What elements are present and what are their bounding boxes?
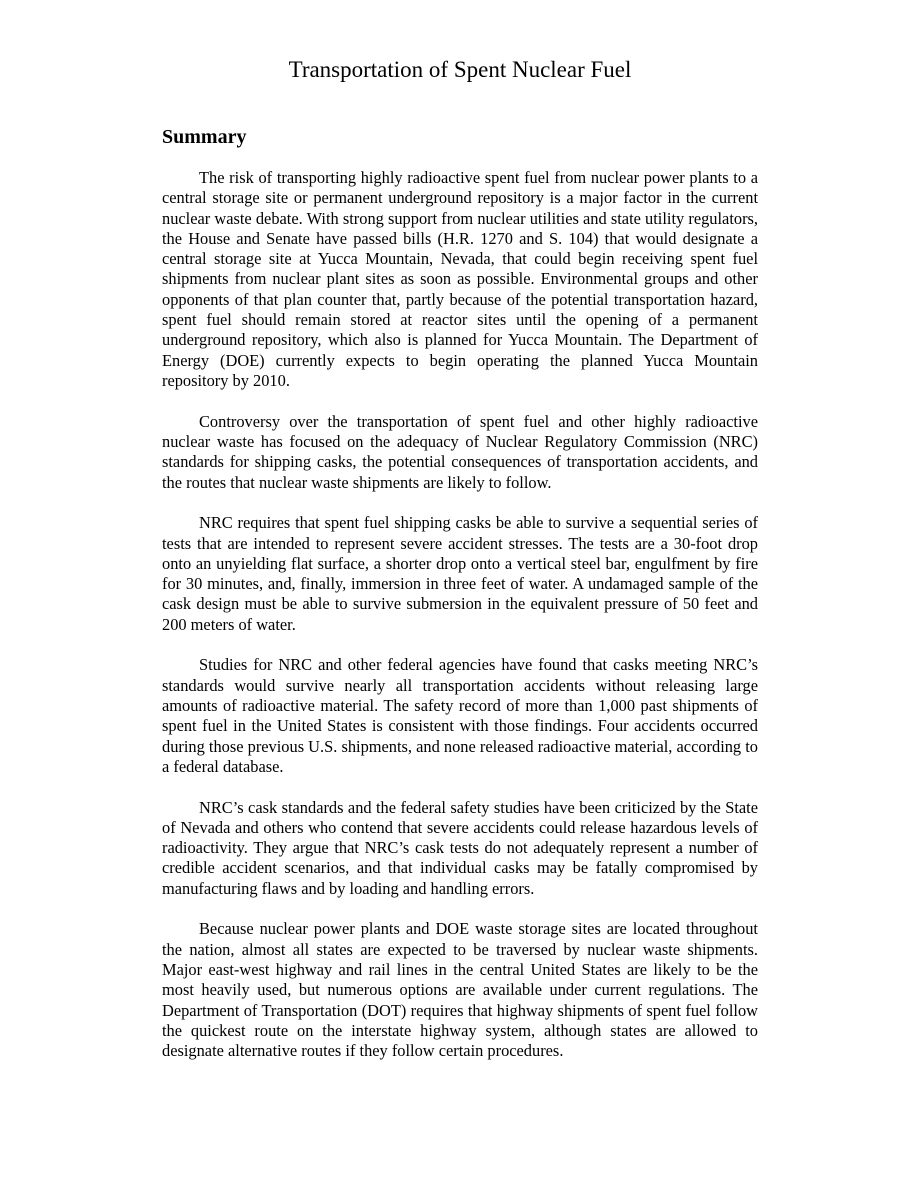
paragraph-risk: The risk of transporting highly radioactive spent fuel from nuclear power plants to a central storage site or permanent underground repository is a major factor in the current nuclear waste debate. With strong support from nuclear utilities and state utility regulators, the House and Senate have passed bills (H.R. 1270 and S. 104) that would designate a central storage site at Yucca Mountain, Nevada, that could begin receiving spent fuel shipments from nuclear plant sites as soon as possible. Environmental groups and other opponents of that plan counter that, partly because of the potential transportation hazard, spent fuel should remain stored at reactor sites until the opening of a permanent underground repository, which also is planned for Yucca Mountain. The Department of Energy (DOE) currently expects to begin operating the planned Yucca Mountain repository by 2010. (162, 168, 758, 390)
summary-body (162, 168, 758, 1082)
paragraph-routes: Because nuclear power plants and DOE waste storage sites are located throughout the nation, almost all states are expected to be traversed by nuclear waste shipments. Major east-west highway and rail lines in the central United States are likely to be the most heavily used, but numerous options are available under current regulations. The Department of Transportation (DOT) requires that highway shipments of spent fuel follow the quickest route on the interstate highway system, although states are allowed to designate alternative routes if they follow certain procedures. (162, 919, 758, 1061)
section-heading-summary: Summary (162, 126, 247, 148)
paragraph-studies: Studies for NRC and other federal agencies have found that casks meeting NRC’s standards would survive nearly all transportation accidents without releasing large amounts of radioactive material. The safety record of more than 1,000 past shipments of spent fuel in the United States is consistent with those findings. Four accidents occurred during those previous U.S. shipments, and none released radioactive material, according to a federal database. (162, 655, 758, 776)
document-title: Transportation of Spent Nuclear Fuel (288, 57, 632, 82)
paragraph-criticism: NRC’s cask standards and the federal safety studies have been criticized by the State of Nevada and others who contend that severe accidents could release hazardous levels of radioactivity. They argue that NRC’s cask tests do not adequately represent a number of credible accident scenarios, and that individual casks may be fatally compromised by manufacturing flaws and by loading and handling errors. (162, 797, 758, 898)
paragraph-controversy: Controversy over the transportation of spent fuel and other highly radioactive nuclear waste has focused on the adequacy of Nuclear Regulatory Commission (NRC) standards for shipping casks, the potential consequences of transportation accidents, and the routes that nuclear waste shipments are likely to follow. (162, 411, 758, 492)
paragraph-nrc-tests: NRC requires that spent fuel shipping casks be able to survive a sequential series of tests that are intended to represent severe accident stresses. The tests are a 30-foot drop onto an unyielding flat surface, a shorter drop onto a vertical steel bar, engulfment by fire for 30 minutes, and, finally, immersion in three feet of water. A undamaged sample of the cask design must be able to survive submersion in the equivalent pressure of 50 feet and 200 meters of water. (162, 513, 758, 634)
